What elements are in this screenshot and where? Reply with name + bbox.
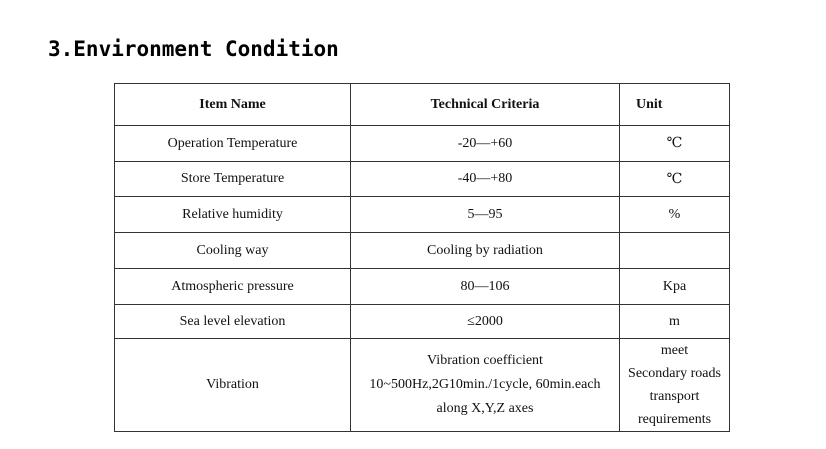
criteria-line: Vibration coefficient [427, 353, 543, 368]
item-name-cell: Sea level elevation [115, 305, 351, 339]
table-row [115, 162, 730, 197]
table-row [115, 269, 730, 305]
item-name-cell: Vibration [115, 339, 351, 432]
unit-line: requirements [637, 412, 712, 427]
criteria-cell: -40—+80 [351, 162, 620, 197]
item-name-cell: Atmospheric pressure [115, 269, 351, 305]
header-unit: Unit [620, 84, 730, 126]
criteria-cell: ≤2000 [351, 305, 620, 339]
unit-cell [620, 339, 730, 432]
table-row-vibration [115, 339, 730, 432]
table-row [115, 305, 730, 339]
criteria-cell: Cooling by radiation [351, 233, 620, 269]
table-row [115, 197, 730, 233]
unit-line: Secondary roads [628, 366, 721, 381]
header-technical-criteria: Technical Criteria [351, 84, 620, 126]
criteria-cell: 5—95 [351, 197, 620, 233]
criteria-line: along X,Y,Z axes [436, 401, 534, 416]
criteria-cell: 80—106 [351, 269, 620, 305]
item-name-cell: Operation Temperature [115, 126, 351, 162]
item-name-cell: Relative humidity [115, 197, 351, 233]
unit-cell: m [620, 305, 730, 339]
unit-cell [620, 233, 730, 269]
unit-line: transport [649, 389, 700, 404]
item-name-cell: Cooling way [115, 233, 351, 269]
criteria-line: 10~500Hz,2G10min./1cycle, 60min.each [369, 377, 601, 392]
unit-cell: % [620, 197, 730, 233]
unit-cell: Kpa [620, 269, 730, 305]
environment-condition-table [114, 83, 730, 432]
section-title: 3.Environment Condition [48, 37, 339, 61]
criteria-cell [351, 339, 620, 432]
table-row [115, 233, 730, 269]
unit-cell: ℃ [620, 126, 730, 162]
table-row [115, 126, 730, 162]
header-item-name: Item Name [115, 84, 351, 126]
unit-cell: ℃ [620, 162, 730, 197]
table-header-row [115, 84, 730, 126]
unit-line: meet [660, 343, 689, 358]
criteria-cell: -20—+60 [351, 126, 620, 162]
item-name-cell: Store Temperature [115, 162, 351, 197]
